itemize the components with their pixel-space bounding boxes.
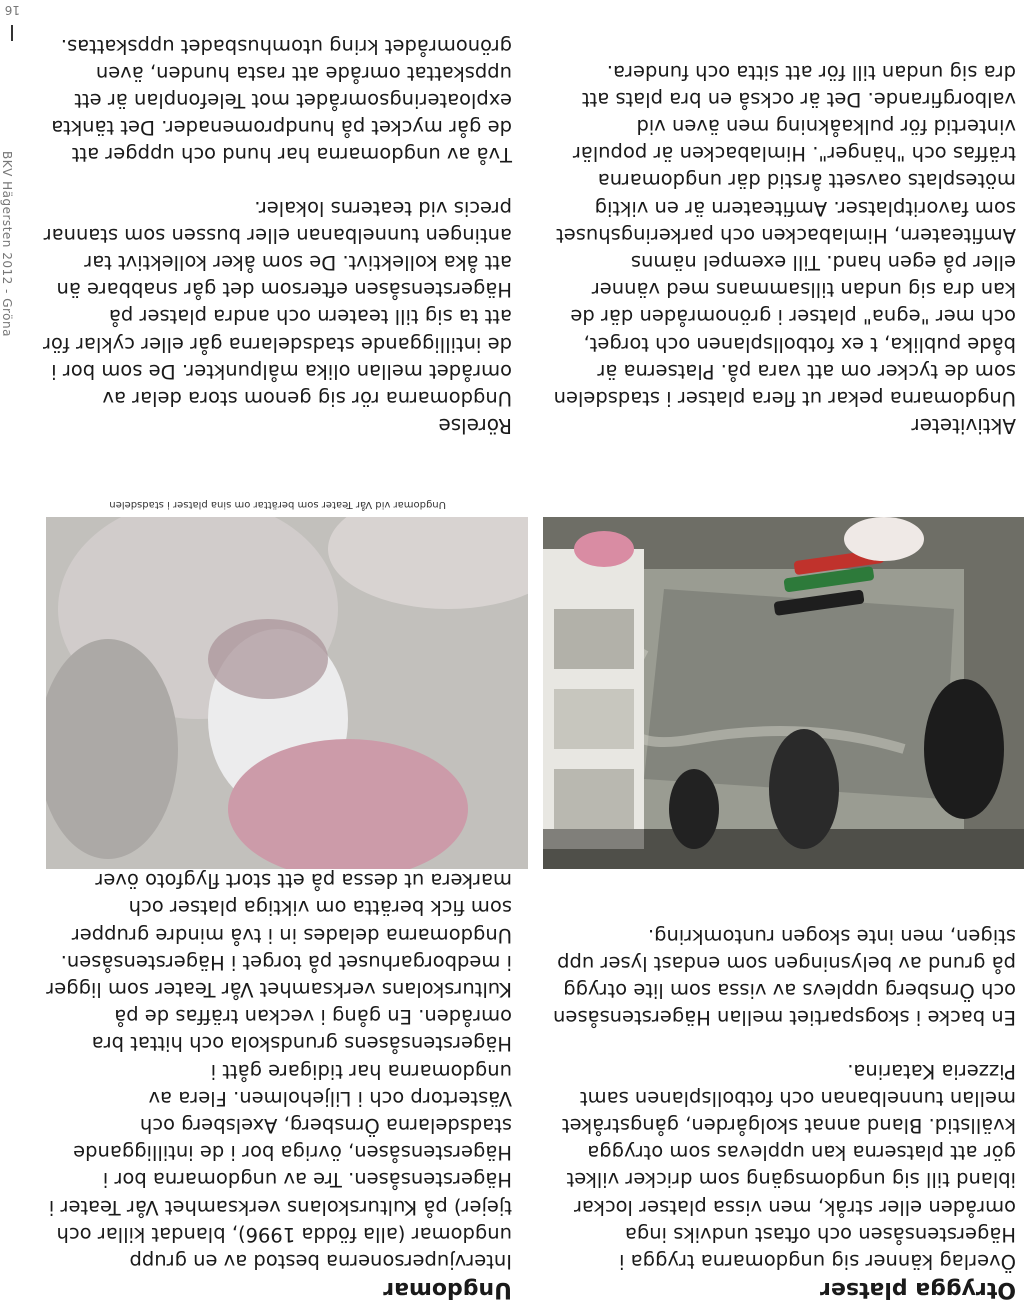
heading-otrygga-platser: Otrygga platser [820,1277,1016,1302]
page-number-rule [11,25,13,41]
right-column [42,814,512,1303]
right-column-lower [42,6,512,439]
photo-youth-theatre [46,517,528,869]
paragraph-aktiviteter: Ungdomarna pekar ut flera platser i stadsdelen som de tycker om att vara på. Platserna är både publika, t ex fotbollsplanen och torget, och mer "egna" platser i grönområden där de kan dra sig undan tillsammans med vänner eller på egen hand. Till exempel nämns Amfiteatern, Himlabacken och parkeringshuset som favoritplatser. Amfiteatern är en viktig mötesplats oavsett årstid där ungdomarna träffas och "hänger". Himlabacken är populär vintertid för pulkaåkning men även vid valborgfirande. Det är också en bra plats att dra sig undan till för att sitta och fundera. [553,60,1016,410]
photo-map-workshop [543,517,1024,869]
heading-aktiviteter: Aktiviteter [911,414,1016,438]
paragraph-otrygga: Överlag känner sig ungdomarna trygga i Hägerstensåsen och oftast undviks inga områden eller stråk, men vissa platser lockar ibland till sig ungdomsgäng som dricker vilket gör att platserna kan upplevas som otrygga kvällstid. Bland annat skolgården, gångstråket mellan tunnelbanan och fotbollsplanen samt Pizzeria Katarina. [561,1059,1016,1273]
heading-ungdomar: Ungdomar [383,1277,512,1302]
heading-rorelse: Rörelse [438,414,512,438]
left-column [546,897,1016,1303]
left-column-lower [546,32,1016,439]
paragraph-rorelse: Ungdomarna rör sig genom stora delar av området mellan olika målpunkter. De som bor i de intilliggande stadsdelarna går eller cyklar för att ta sig till teatern och andra platser på Hägerstensåsen eftersom det går snabbare än att åka kollektivt. De som åker kollektivt tar antingen tunnelbanan eller bussen som stannar precis vid teaterns lokaler. [42,196,512,410]
paragraph-backe: En backe i skogspartiet mellan Hägerstensåsen och Örnsberg upplevs av vissa som lite otrygg på grund av belysningen som endast lyser upp stigen, men inte skogen runtomkring. [553,924,1016,1030]
paragraph-hundar: Två av ungdomarna har hund och uppger att de går mycket på hundpromenader. Det tänkta exploateringsområdet mot Telefonplan är ett uppskattat område att rasta hunden, även grönområdet kring utomhusbadet uppskattas. [51,34,512,167]
paragraph-intervjupersoner: Intervjupersonerna bestod av en grupp ungdomar (alla födda 1996), blandat killar och tjejer) på Kulturskolans verksamhet Vår Teater i Hägerstensåsen. Tre av ungdomarna bor i Hägerstensåsen, övriga bor i de intilliggande stadsdelarna Örnsberg, Axelsberg och Västertorp och i Liljeholmen. Flera av ungdomarna har tidigare gått i Hägerstensåsens grundskola och hittat bra områden. En gång i veckan träffas de på Kulturskolans verksamhet Vår Teater som ligger i medborgarhuset på torget i Hägerstensåsen. Ungdomarna delades in i två mindre grupper som fick berätta om viktiga platser och markera ut dessa på ett stort flygfoto över [46,869,512,1273]
page-number: 16 [4,3,20,17]
side-label: BKV Hägersten 2012 - Gröna [0,151,14,337]
photo-caption: Ungdomar vid Vår Teater som berättar om sina platser i stadsdelen [109,499,446,510]
